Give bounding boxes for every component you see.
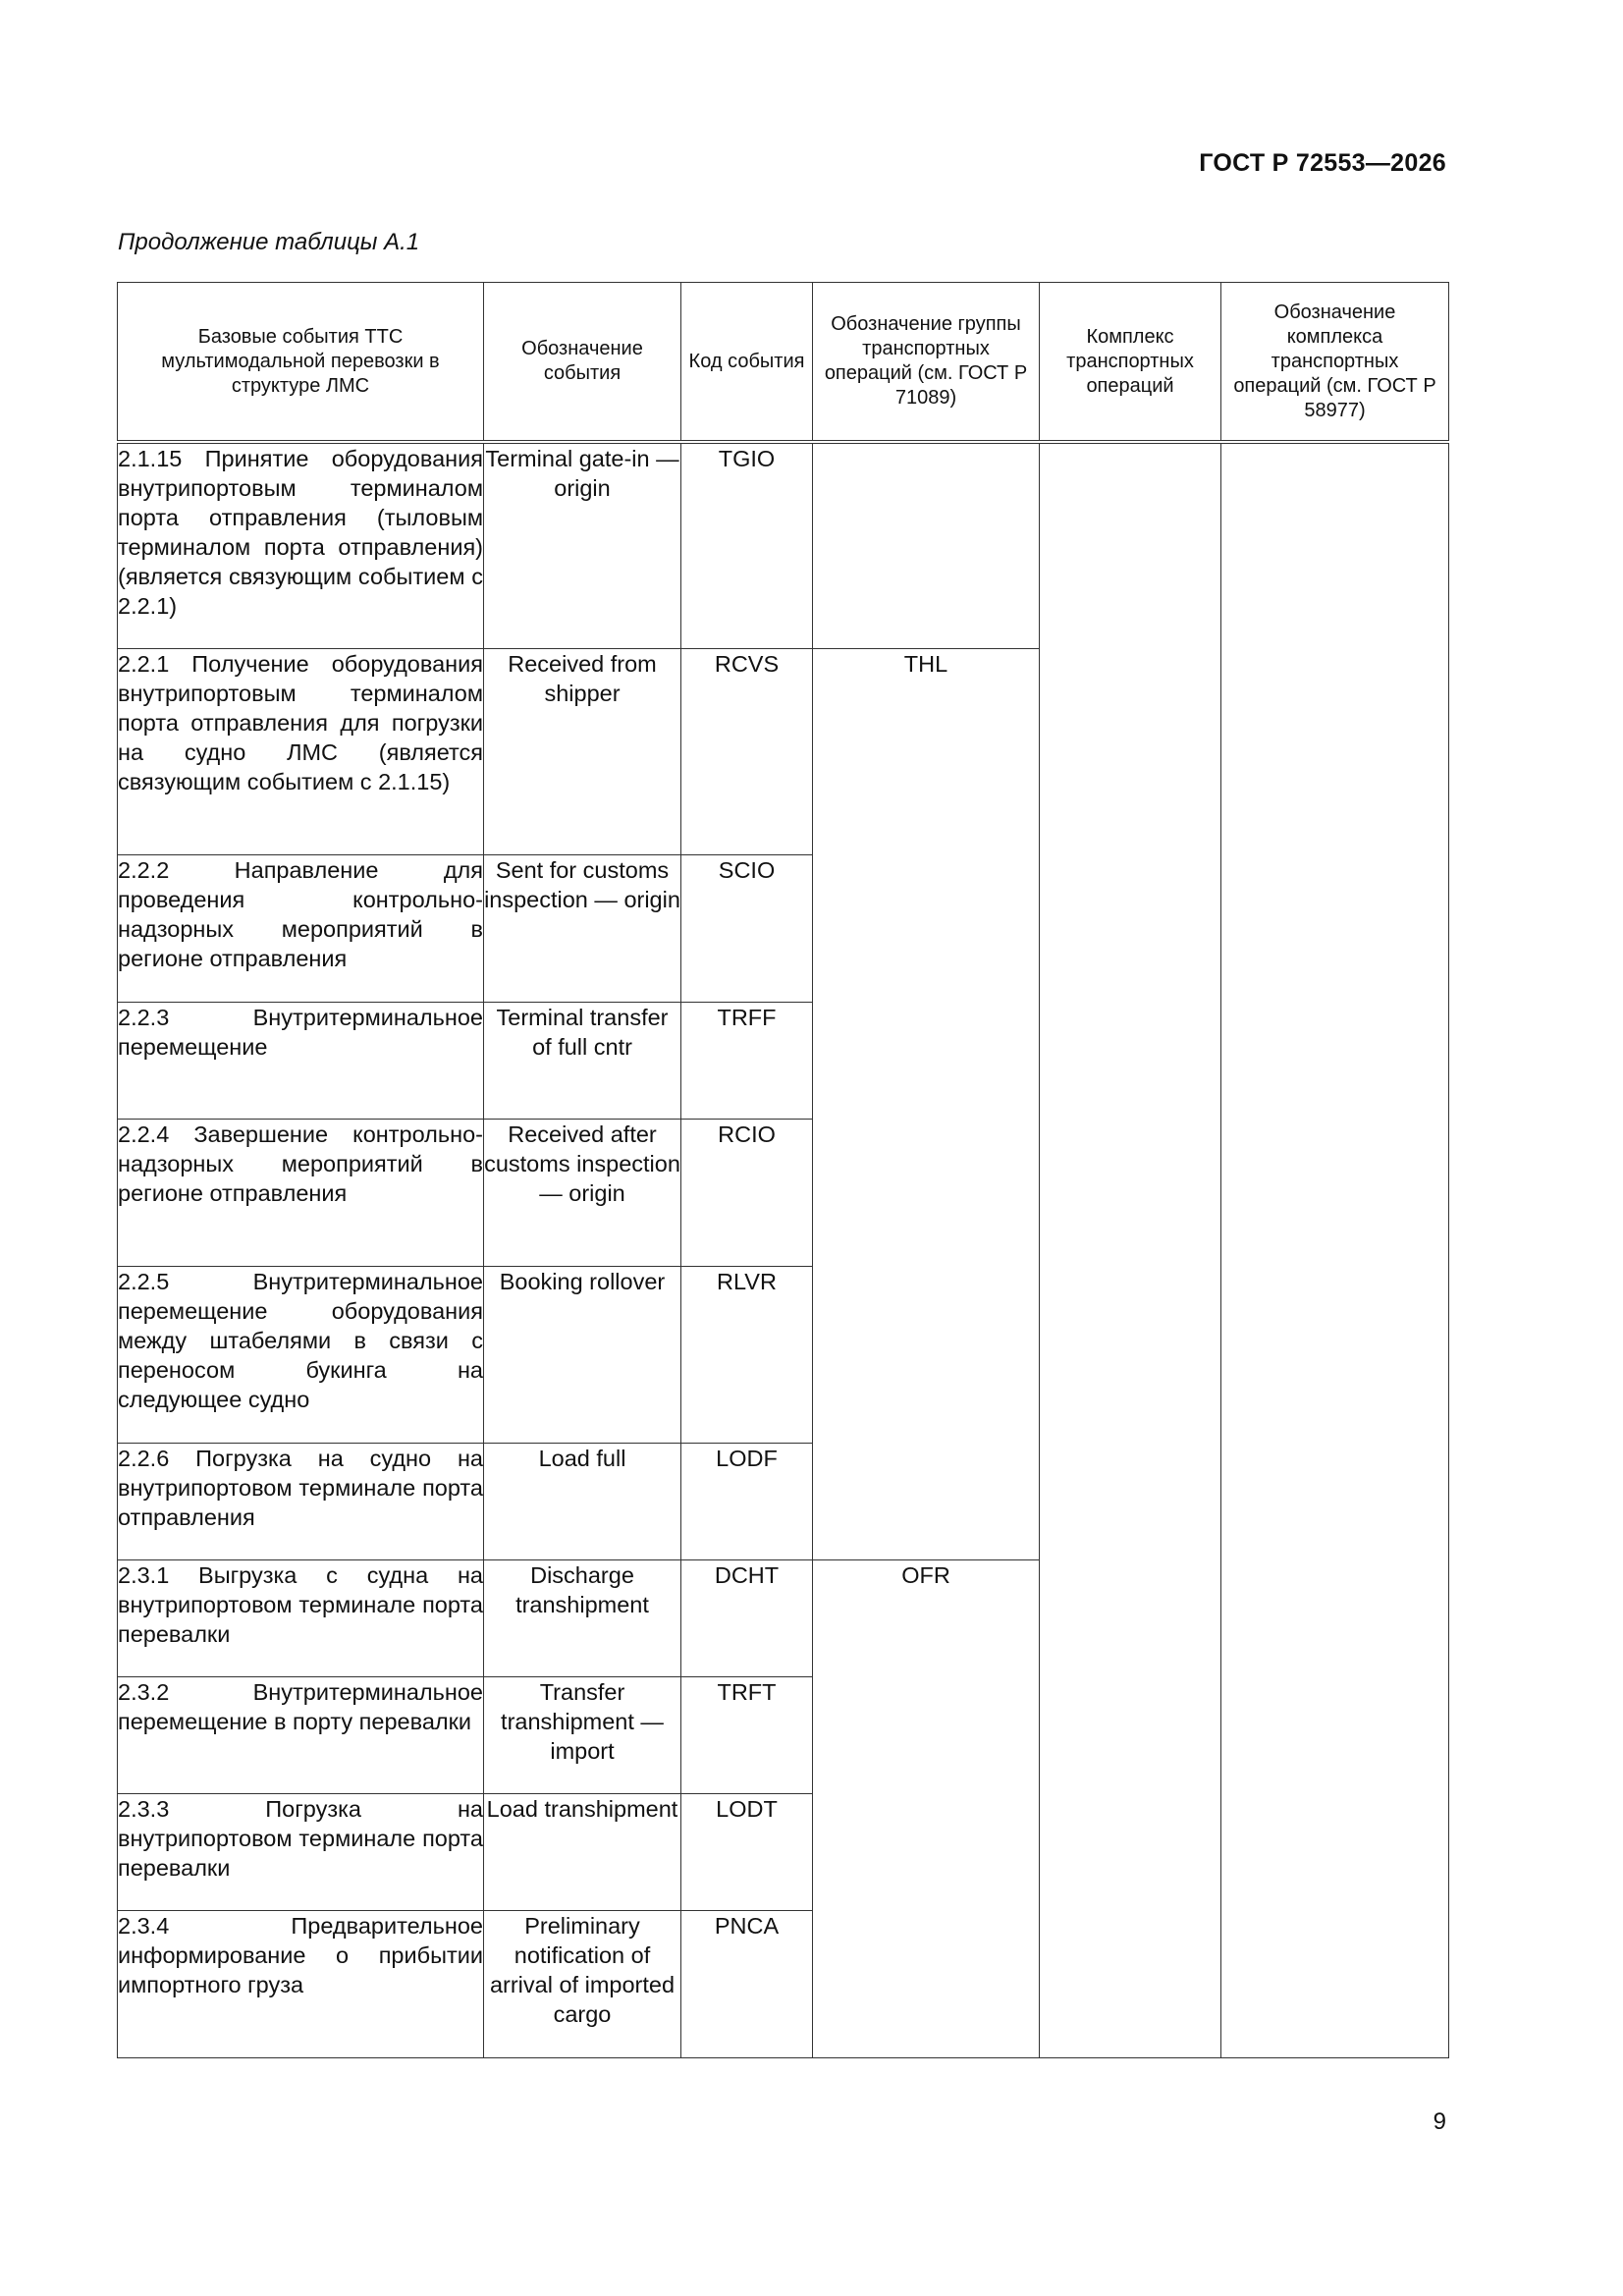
- event-code-cell: DCHT: [681, 1559, 813, 1676]
- event-code-cell: RCVS: [681, 648, 813, 854]
- column-header-operation-group: Обозначение группы транспортных операций (см. ГОСТ Р 71089): [813, 283, 1040, 443]
- event-name-cell: Preliminary notification of arrival of imported cargo: [484, 1910, 681, 2057]
- event-description-cell: 2.3.2 Внутритерминальное перемещение в порту перевалки: [118, 1676, 484, 1793]
- events-table: [117, 282, 1449, 2058]
- event-code-cell: LODT: [681, 1793, 813, 1910]
- event-description-cell: 2.3.1 Выгрузка с судна на внутрипортовом терминале порта перевалки: [118, 1559, 484, 1676]
- event-name-cell: Load transhipment: [484, 1793, 681, 1910]
- column-header-operations-complex: Комплекс транспортных операций: [1040, 283, 1221, 443]
- event-code-cell: TRFT: [681, 1676, 813, 1793]
- event-description-cell: 2.2.6 Погрузка на судно на внутрипортовом терминале порта отправления: [118, 1443, 484, 1559]
- document-designation: ГОСТ Р 72553—2026: [1199, 149, 1446, 177]
- event-code-cell: RCIO: [681, 1119, 813, 1266]
- event-code-cell: TGIO: [681, 442, 813, 648]
- event-description-cell: 2.1.15 Принятие оборудования внутрипортовым терминалом порта отправления (тыловым терминалом порта отправления) (является связующим событием с 2.2.1): [118, 442, 484, 648]
- column-header-event-code: Код события: [681, 283, 813, 443]
- event-description-cell: 2.2.3 Внутритерминальное перемещение: [118, 1002, 484, 1119]
- event-code-cell: RLVR: [681, 1266, 813, 1443]
- event-name-cell: Booking rollover: [484, 1266, 681, 1443]
- column-header-event: Базовые события ТТС мультимодальной перевозки в структуре ЛМС: [118, 283, 484, 443]
- event-code-cell: SCIO: [681, 854, 813, 1002]
- event-description-cell: 2.2.1 Получение оборудования внутрипортовым терминалом порта отправления для погрузки на судно ЛМС (является связующим событием с 2.1.15): [118, 648, 484, 854]
- table-header-row: [118, 283, 1449, 443]
- event-name-cell: Transfer transhipment — import: [484, 1676, 681, 1793]
- event-description-cell: 2.2.4 Завершение контрольно-надзорных мероприятий в регионе отправления: [118, 1119, 484, 1266]
- table-continuation-caption: Продолжение таблицы А.1: [118, 229, 420, 255]
- event-description-cell: 2.2.5 Внутритерминальное перемещение оборудования между штабелями в связи с переносом букинга на следующее судно: [118, 1266, 484, 1443]
- page-number: 9: [1433, 2108, 1446, 2135]
- event-name-cell: Sent for customs inspection — origin: [484, 854, 681, 1002]
- event-description-cell: 2.3.4 Предварительное информирование о прибытии импортного груза: [118, 1910, 484, 2057]
- column-header-event-name: Обозначение события: [484, 283, 681, 443]
- event-name-cell: Load full: [484, 1443, 681, 1559]
- event-name-cell: Discharge transhipment: [484, 1559, 681, 1676]
- event-code-cell: PNCA: [681, 1910, 813, 2057]
- operation-group-cell: THL: [813, 648, 1040, 1559]
- event-description-cell: 2.2.2 Направление для проведения контрольно-надзорных мероприятий в регионе отправления: [118, 854, 484, 1002]
- table-row: [118, 442, 1449, 648]
- complex-designation-cell-empty: [1221, 442, 1449, 2057]
- operation-group-cell-empty: [813, 442, 1040, 648]
- event-name-cell: Received after customs inspection — origin: [484, 1119, 681, 1266]
- event-name-cell: Terminal transfer of full cntr: [484, 1002, 681, 1119]
- event-name-cell: Terminal gate-in — origin: [484, 442, 681, 648]
- event-code-cell: TRFF: [681, 1002, 813, 1119]
- column-header-complex-designation: Обозначение комплекса транспортных операций (см. ГОСТ Р 58977): [1221, 283, 1449, 443]
- operation-group-cell: OFR: [813, 1559, 1040, 2057]
- event-code-cell: LODF: [681, 1443, 813, 1559]
- operations-complex-cell-empty: [1040, 442, 1221, 2057]
- event-name-cell: Received from shipper: [484, 648, 681, 854]
- event-description-cell: 2.3.3 Погрузка на внутрипортовом терминале порта перевалки: [118, 1793, 484, 1910]
